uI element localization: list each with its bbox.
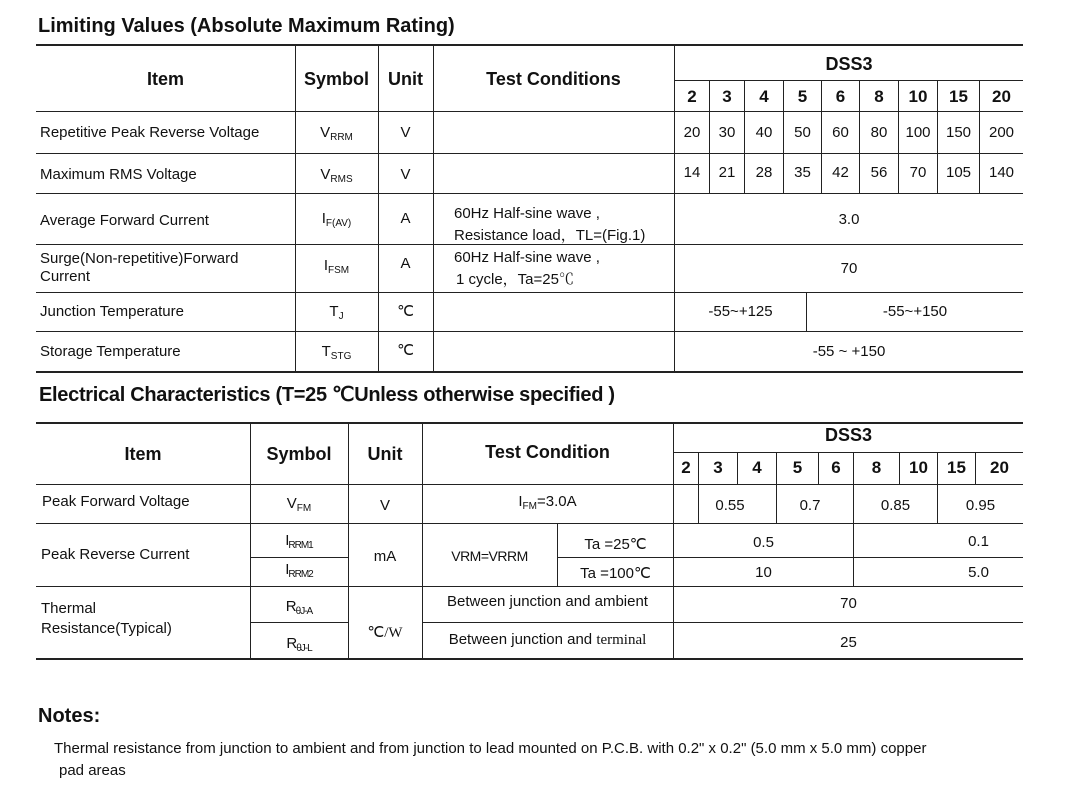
lv-row-value: -55 ~ +150 (812, 343, 886, 360)
ec-bottom-rule (36, 658, 1023, 660)
lv-group-rule (675, 80, 1023, 81)
ec-col-5: 5 (792, 458, 803, 477)
ec-irrm-condition: VRM=VRRM (451, 548, 528, 564)
lv-row-symbol: $I_{FSM}$ (323, 257, 350, 276)
ec-vfm-value: 0.7 (799, 497, 821, 514)
ec-sub-rule (250, 557, 348, 558)
ec-thermal-value: 70 (840, 595, 857, 612)
lv-top-rule (36, 44, 1023, 46)
ec-thermal-unit: ℃/W (367, 625, 403, 641)
ec-col-6: 6 (831, 458, 841, 477)
lv-row-value: -55~+125 (708, 303, 773, 320)
ec-header-unit: Unit (367, 444, 403, 464)
lv-row-symbol: $V_{RMS}$ (320, 166, 353, 185)
ec-irrm1-symbol: $I_{RRM1}$ (285, 532, 313, 551)
ec-row-rule (36, 523, 1023, 524)
ec-vfm-symbol: $V_{FM}$ (286, 495, 312, 514)
lv-row-value: 3.0 (838, 211, 860, 228)
ec-thermal-value: 25 (840, 634, 857, 651)
lv-row-value: -55~+150 (882, 303, 948, 320)
lv-row-item: Repetitive Peak Reverse Voltage (40, 124, 260, 141)
ec-irrm-ta1: Ta =25℃ (584, 536, 647, 553)
ec-thermal-cond1: Between junction and ambient (447, 593, 648, 610)
ec-thermal-cond2: Between junction and terminal (448, 631, 647, 648)
lv-col-6: 6 (835, 87, 846, 106)
ec-col-2: 2 (681, 458, 691, 477)
ec-col-4: 4 (752, 458, 762, 477)
ec-vfm-value: 0.85 (880, 497, 911, 514)
lv-row-unit: ℃ (397, 343, 414, 359)
lv-row-value: 200 (988, 124, 1015, 141)
lv-row-unit: V (400, 124, 411, 141)
lv-header-item: Item (146, 69, 184, 89)
lv-row-item: Maximum RMS Voltage (40, 166, 197, 183)
ec-header-item: Item (124, 444, 162, 464)
lv-row-symbol: $V_{RRM}$ (320, 124, 353, 143)
lv-col-rule (295, 45, 296, 372)
lv-row-symbol: $I_{F(AV)}$ (321, 210, 352, 229)
ec-irrm2-symbol: $I_{RRM2}$ (285, 561, 313, 580)
ec-vfm-unit: V (379, 497, 390, 514)
lv-row-item-line1: Surge(Non-repetitive)Forward (40, 250, 239, 267)
ec-group-rule (674, 452, 1023, 453)
ec-col-8: 8 (871, 458, 882, 477)
ec-vfm-value: 0.55 (715, 497, 745, 514)
lv-row-value: 35 (794, 164, 811, 181)
notes-title: Notes: (38, 705, 101, 727)
lv-row-rule (36, 193, 1023, 194)
ec-irrm-value: 5.0 (968, 564, 989, 581)
lv-row-value: 80 (870, 124, 888, 141)
lv-row-test-line1: 60Hz Half-sine wave , (454, 249, 600, 266)
notes-line1: Thermal resistance from junction to ambient and from junction to lead mounted on P.C.B. with 0.2" x 0.2" (5.0 mm x 5.0 mm) copper (54, 740, 927, 757)
lv-row-unit: ℃ (397, 304, 414, 320)
lv-row-value: 60 (832, 124, 849, 141)
lv-row-test-line2: 1 cycle，Ta=25℃ (456, 271, 574, 288)
lv-row-rule (36, 331, 1023, 332)
lv-row-value: 40 (755, 124, 773, 141)
electrical-characteristics-title: Electrical Characteristics (T=25 ℃Unless otherwise specified ) (39, 384, 615, 406)
ec-row-rule (36, 586, 1023, 587)
lv-row-value: 70 (840, 260, 858, 277)
ec-header-rule (36, 484, 1023, 485)
lv-row-test-line2: Resistance load，TL=(Fig.1) (454, 227, 646, 244)
lv-row-value: 100 (905, 124, 931, 141)
ec-thermal-item-line1: Thermal (41, 600, 97, 617)
lv-row-value: 14 (683, 164, 701, 181)
ec-header-symbol: Symbol (266, 444, 332, 464)
lv-row-value: 21 (718, 164, 736, 181)
lv-row-unit: V (400, 166, 411, 183)
ec-thermal-item-line2: Resistance(Typical) (41, 620, 172, 637)
lv-row-rule (36, 153, 1023, 154)
ec-vfm-item: Peak Forward Voltage (42, 493, 190, 510)
lv-row-test-line1: 60Hz Half-sine wave , (454, 205, 600, 222)
lv-row-symbol: $T_{STG}$ (321, 343, 352, 362)
lv-row-value: 30 (718, 124, 736, 141)
lv-col-8: 8 (874, 87, 884, 106)
ec-irrm-ta2: Ta =100℃ (580, 565, 651, 582)
lv-row-value: 20 (683, 124, 701, 141)
ec-vfm-value: 0.95 (965, 497, 996, 514)
ec-irrm-unit: mA (373, 548, 397, 565)
lv-col-4: 4 (759, 87, 769, 106)
lv-row-value: 105 (945, 164, 972, 181)
lv-row-unit: A (400, 210, 411, 227)
ec-sub-rule (557, 557, 1023, 558)
lv-row-rule (36, 292, 1023, 293)
lv-col-5: 5 (797, 87, 808, 106)
ec-header-test: Test Condition (485, 442, 610, 462)
lv-row-value: 70 (909, 164, 927, 181)
lv-row-value: 150 (945, 124, 972, 141)
lv-header-rule (36, 111, 1023, 112)
ec-irrm-value: 0.1 (968, 533, 989, 550)
lv-row-symbol: $T_J$ (329, 303, 344, 322)
lv-row-item: Average Forward Current (40, 212, 209, 229)
lv-header-symbol: Symbol (303, 69, 369, 89)
lv-header-unit: Unit (388, 69, 423, 89)
ec-col-3: 3 (713, 458, 723, 477)
lv-row-value: 42 (832, 164, 849, 181)
ec-vfm-condition: $I_{FM}=3.0A$ (518, 493, 577, 512)
ec-sub-rule (250, 622, 348, 623)
lv-row-item: Storage Temperature (40, 343, 181, 360)
ec-col-20: 20 (990, 458, 1009, 477)
lv-row-value: 140 (988, 164, 1015, 181)
ec-header-group: DSS3 (824, 425, 873, 445)
notes-line2: pad areas (59, 762, 126, 779)
ec-col-10: 10 (909, 458, 928, 477)
ec-irrm-value: 0.5 (753, 534, 774, 551)
ec-thermal-symbol-jl: $R_{\theta J-L}$ (286, 635, 312, 654)
ec-col-15: 15 (947, 458, 966, 477)
lv-row-unit: A (400, 255, 411, 272)
lv-row-value: 50 (794, 124, 811, 141)
lv-bottom-rule (36, 371, 1023, 373)
lv-row-value: 56 (870, 164, 888, 181)
lv-row-value: 28 (755, 164, 773, 181)
limiting-values-title: Limiting Values (Absolute Maximum Rating) (38, 15, 455, 37)
lv-header-test: Test Conditions (486, 69, 621, 89)
lv-col-rule (378, 45, 379, 372)
lv-col-10: 10 (908, 87, 928, 106)
lv-col-rule (433, 45, 434, 372)
lv-col-2: 2 (687, 87, 697, 106)
ec-thermal-symbol-ja: $R_{\theta J-A}$ (285, 598, 313, 617)
lv-col-20: 20 (992, 87, 1011, 106)
ec-top-rule (36, 422, 1023, 424)
lv-row-item: Junction Temperature (40, 303, 184, 320)
lv-row-item-line2: Current (40, 268, 91, 285)
lv-col-3: 3 (722, 87, 732, 106)
ec-sub-rule (422, 622, 1023, 623)
ec-irrm-item: Peak Reverse Current (41, 546, 190, 563)
lv-header-group: DSS3 (825, 54, 873, 74)
ec-irrm-value: 10 (755, 564, 772, 581)
lv-col-15: 15 (949, 87, 968, 106)
